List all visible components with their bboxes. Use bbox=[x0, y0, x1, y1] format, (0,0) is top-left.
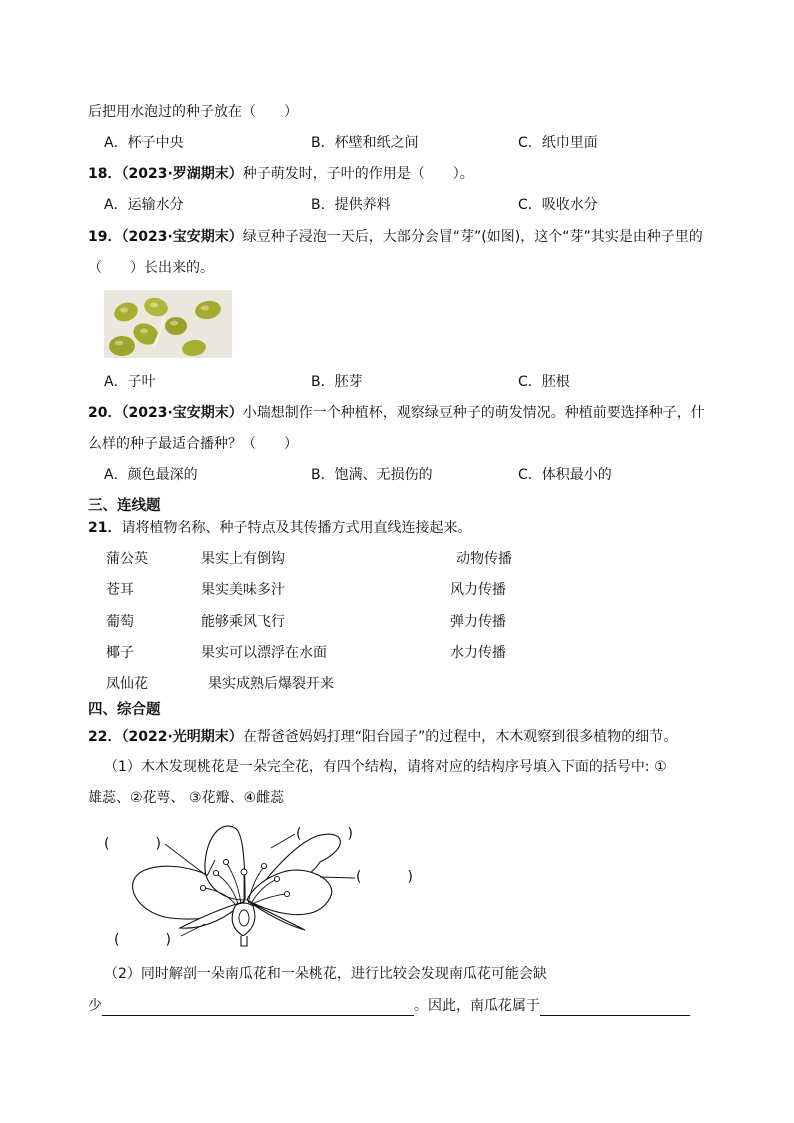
q17-option-b[interactable]: B．杯壁和纸之间 bbox=[311, 135, 419, 151]
q20-text: 小瑞想制作一个种植杯，观察绿豆种子的萌发情况。种植前要选择种子，什 bbox=[242, 405, 705, 421]
q22-part2-middle: 。因此，南瓜花属于 bbox=[414, 998, 540, 1014]
match-plant[interactable]: 葡萄 bbox=[106, 614, 134, 630]
mung-bean-sprout-photo bbox=[104, 290, 232, 358]
q17-option-a[interactable]: A．杯子中央 bbox=[104, 135, 184, 151]
q18-option-c[interactable]: C．吸收水分 bbox=[518, 197, 598, 213]
q22-part2-prefix: 少 bbox=[88, 998, 102, 1014]
q20-option-a[interactable]: A．颜色最深的 bbox=[104, 467, 198, 483]
q18-text: 种子萌发时，子叶的作用是（ ）。 bbox=[242, 166, 474, 182]
q19-stem-line2: （ ）长出来的。 bbox=[88, 260, 214, 276]
q18-stem bbox=[88, 164, 474, 184]
q19-text: 绿豆种子浸泡一天后，大部分会冒“芽”(如图)，这个“芽”其实是由种子里的 bbox=[242, 229, 703, 245]
match-feature[interactable]: 果实可以漂浮在水面 bbox=[201, 645, 327, 661]
q22-part2-stem: （2）同时解剖一朵南瓜花和一朵桃花，进行比较会发现南瓜花可能会缺 bbox=[104, 966, 547, 982]
q19-number: 19． bbox=[88, 229, 122, 245]
match-feature[interactable]: 果实成熟后爆裂开来 bbox=[208, 676, 334, 692]
match-method[interactable]: 水力传播 bbox=[450, 645, 506, 661]
q20-number: 20． bbox=[88, 405, 122, 421]
q21-stem bbox=[88, 518, 471, 538]
match-feature[interactable]: 果实美味多汁 bbox=[201, 582, 285, 598]
q21-number: 21． bbox=[88, 520, 122, 536]
q18-source: （2023·罗湖期末） bbox=[121, 166, 243, 182]
q20-option-b[interactable]: B．饱满、无损伤的 bbox=[311, 467, 433, 483]
match-plant[interactable]: 凤仙花 bbox=[106, 676, 148, 692]
answer-blank-missing-structure[interactable] bbox=[102, 999, 414, 1016]
q17-stem-tail: 后把用水泡过的种子放在（ ） bbox=[88, 104, 298, 120]
q22-part1-stem: （1）木木发现桃花是一朵完全花，有四个结构，请将对应的结构序号填入下面的括号中: ① bbox=[104, 759, 667, 775]
flower-label-blank-right[interactable]: ( ) bbox=[356, 869, 413, 885]
match-plant[interactable]: 苍耳 bbox=[106, 582, 134, 598]
answer-blank-flower-type[interactable] bbox=[540, 999, 690, 1016]
match-method[interactable]: 弹力传播 bbox=[450, 614, 506, 630]
q22-part2-answer-line bbox=[88, 996, 690, 1016]
q19-source: （2023·宝安期末） bbox=[121, 229, 243, 245]
q19-stem bbox=[88, 227, 703, 247]
match-method[interactable]: 动物传播 bbox=[456, 551, 512, 567]
q19-option-a[interactable]: A．子叶 bbox=[104, 374, 156, 390]
match-method[interactable]: 风力传播 bbox=[450, 582, 506, 598]
q20-source: （2023·宝安期末） bbox=[121, 405, 243, 421]
q19-option-b[interactable]: B．胚芽 bbox=[311, 374, 363, 390]
flower-label-blank-top-right[interactable]: ( ) bbox=[296, 826, 353, 842]
q19-option-c[interactable]: C．胚根 bbox=[518, 374, 570, 390]
match-feature[interactable]: 果实上有倒钩 bbox=[201, 551, 285, 567]
flower-label-blank-top-left[interactable]: ( ) bbox=[104, 836, 161, 852]
match-plant[interactable]: 蒲公英 bbox=[106, 551, 148, 567]
match-feature[interactable]: 能够乘风飞行 bbox=[201, 614, 285, 630]
q20-stem bbox=[88, 403, 705, 423]
section-4-heading: 四、综合题 bbox=[88, 702, 161, 718]
q22-part1-stem-line2: 雄蕊、②花萼、 ③花瓣、④雌蕊 bbox=[88, 790, 285, 806]
q21-text: 请将植物名称、种子特点及其传播方式用直线连接起来。 bbox=[121, 520, 472, 536]
q20-stem-line2: 么样的种子最适合播种？（ ） bbox=[88, 436, 298, 452]
q18-number: 18． bbox=[88, 166, 122, 182]
flower-label-blank-bottom-left[interactable]: ( ) bbox=[114, 932, 171, 948]
q18-option-a[interactable]: A．运输水分 bbox=[104, 197, 184, 213]
q22-number: 22． bbox=[88, 729, 122, 745]
section-3-heading: 三、连线题 bbox=[88, 498, 161, 514]
q22-text: 在帮爸爸妈妈打理“阳台园子”的过程中，木木观察到很多植物的细节。 bbox=[242, 729, 678, 745]
q22-source: （2022·光明期末） bbox=[121, 729, 243, 745]
match-plant[interactable]: 椰子 bbox=[106, 645, 134, 661]
q17-option-c[interactable]: C．纸巾里面 bbox=[518, 135, 598, 151]
q18-option-b[interactable]: B．提供养料 bbox=[311, 197, 391, 213]
q22-stem bbox=[88, 727, 677, 747]
q20-option-c[interactable]: C．体积最小的 bbox=[518, 467, 612, 483]
